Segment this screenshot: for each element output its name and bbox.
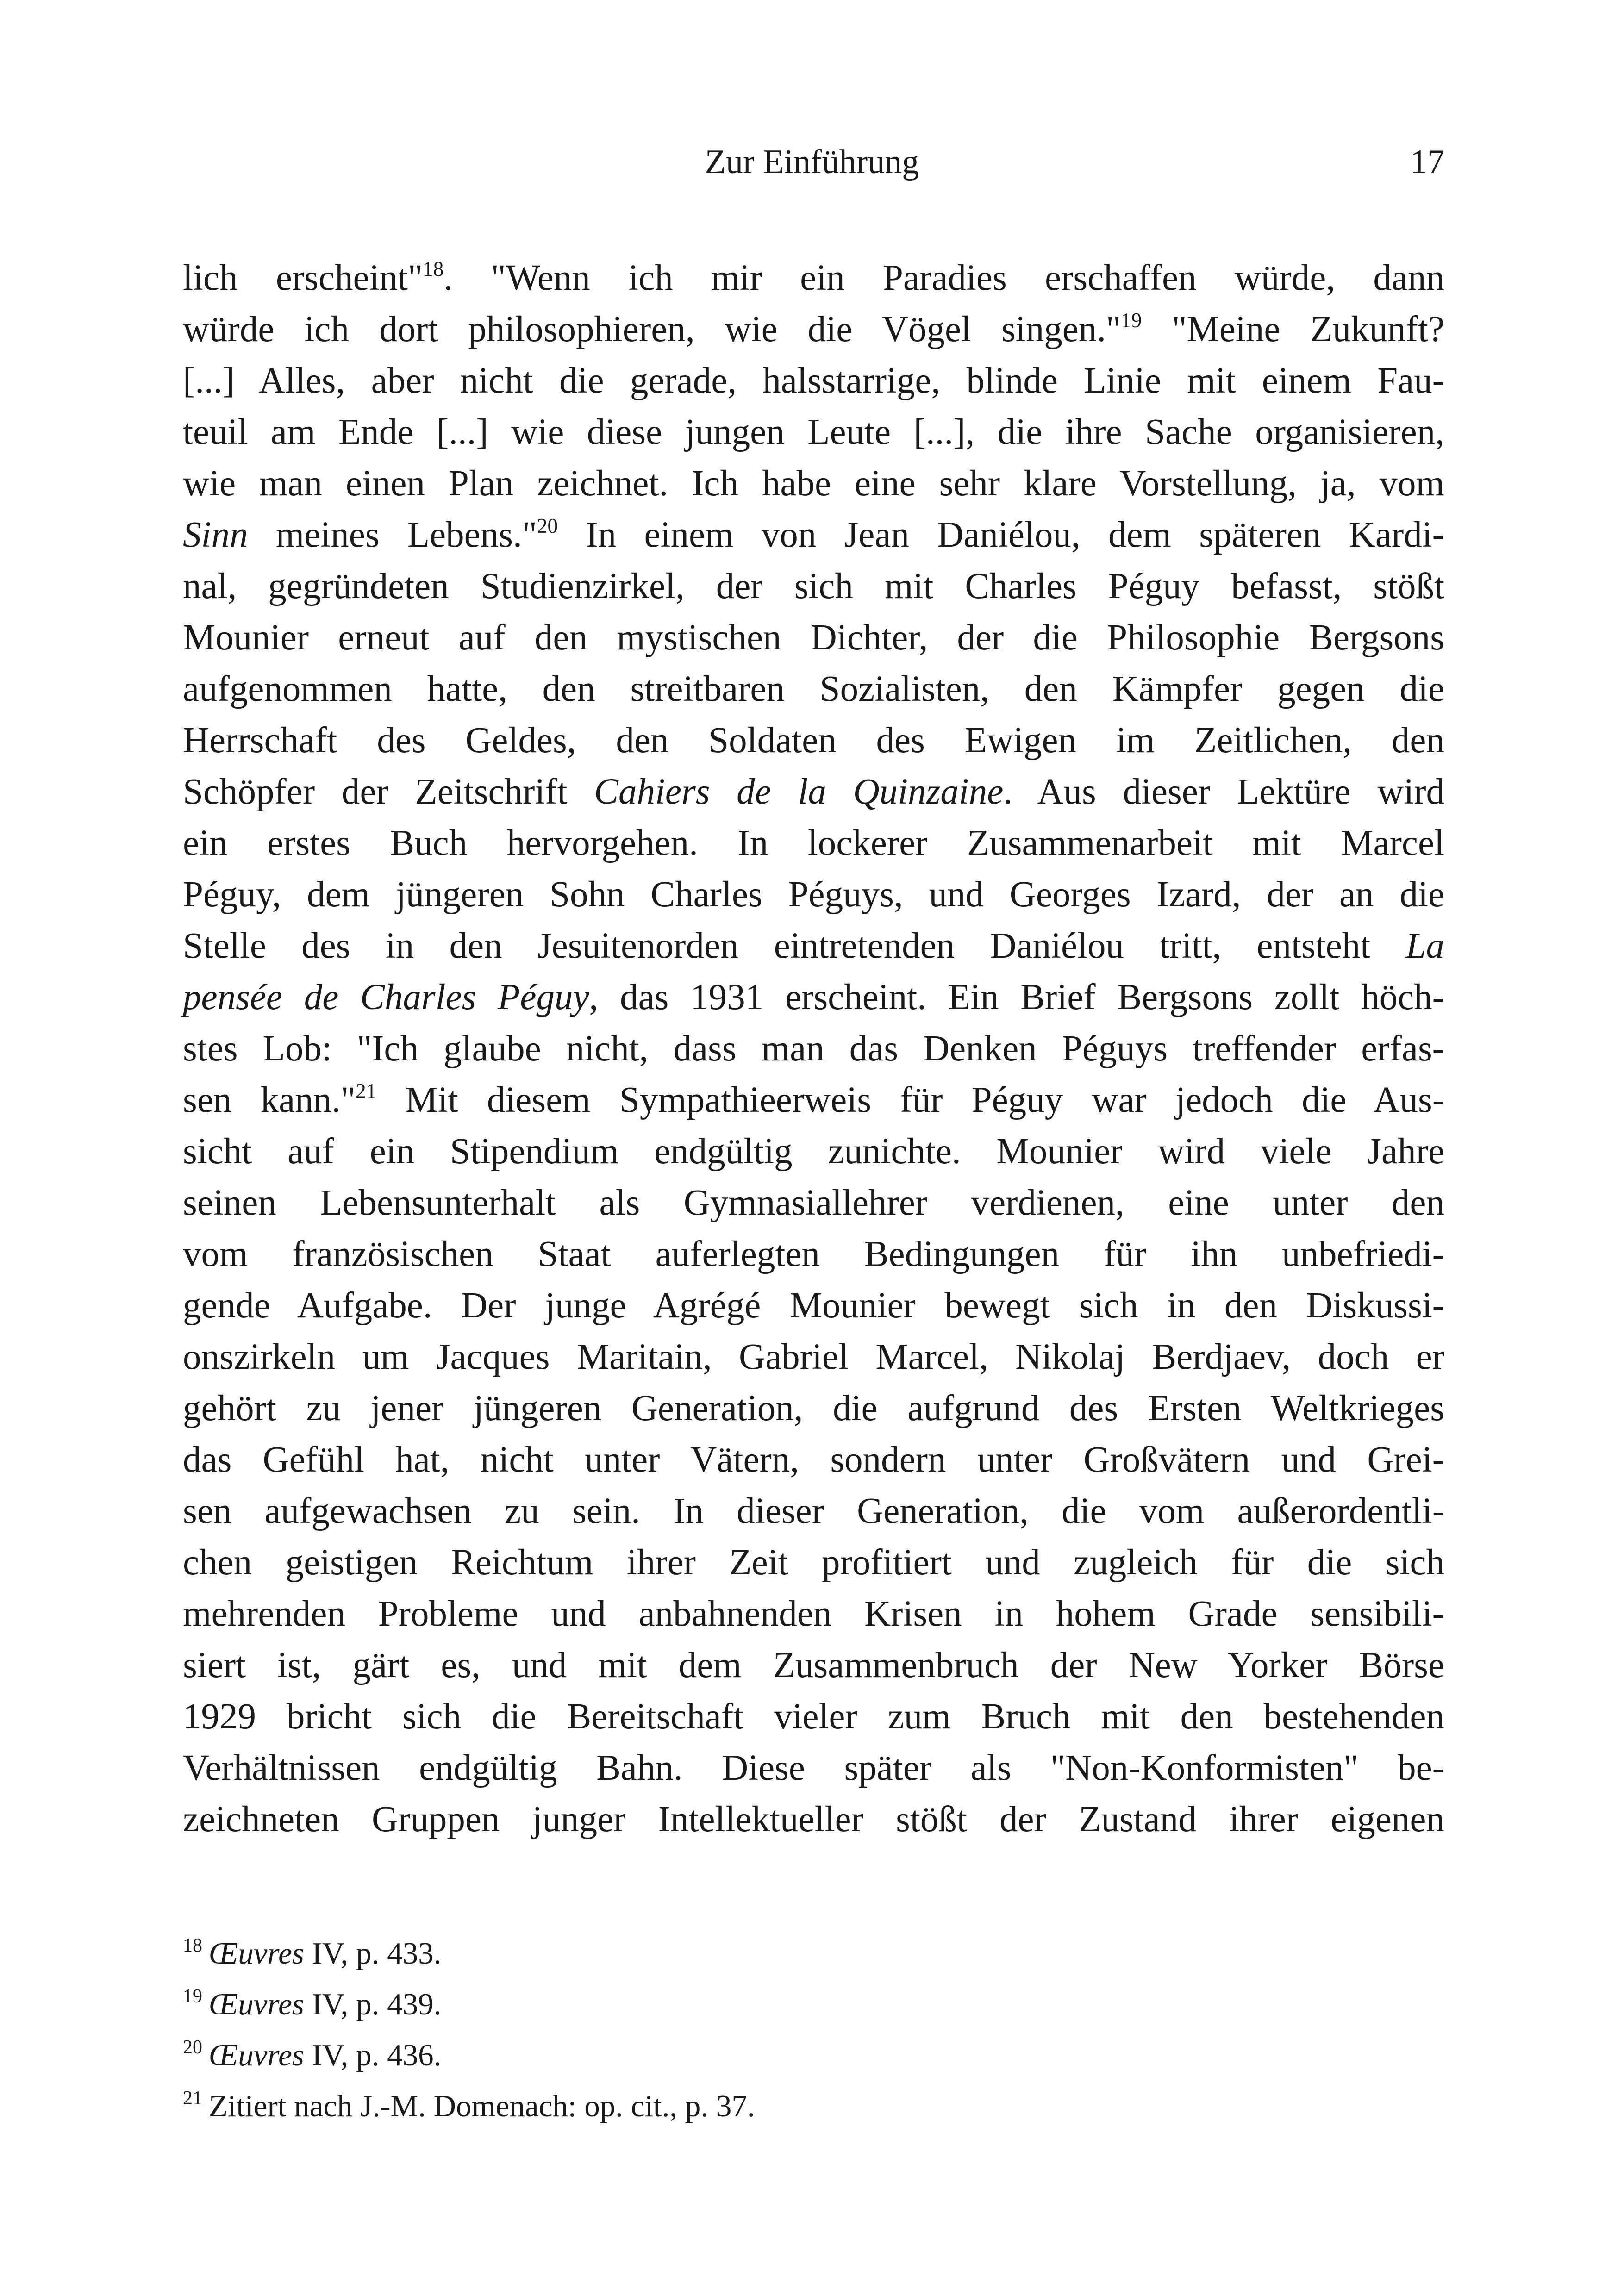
text-run: seinen Lebensunterhalt als Gymnasiallehrer verdienen, eine unter den [183,1183,1444,1223]
text-line [183,458,1444,509]
footnote-reference: 20 [537,514,558,537]
text-line [183,1691,1444,1742]
text-line [183,1588,1444,1640]
text-line [183,1537,1444,1588]
text-run: sen kann." [183,1080,356,1120]
text-run: In einem von Jean Daniélou, dem späteren Kardi- [558,515,1444,555]
footnote-item [183,1928,1444,1979]
text-run: Mit diesem Sympathieerweis für Péguy war jedoch die Aus- [376,1080,1445,1120]
text-line [183,561,1444,612]
text-line [183,1485,1444,1537]
italic-text: Œuvres [209,1987,304,2021]
italic-text: Sinn [183,515,248,555]
text-run: onszirkeln um Jacques Maritain, Gabriel Marcel, Nikolaj Berdjaev, doch er [183,1337,1444,1377]
text-line [183,766,1444,817]
italic-text: pensée de Charles Péguy [183,977,589,1017]
italic-text: Œuvres [209,1936,304,1971]
text-line [183,1229,1444,1280]
page-header [0,0,1624,194]
text-run: . "Wenn ich mir ein Paradies erschaffen würde, dann [443,258,1444,298]
footnote-reference: 18 [423,257,444,281]
text-line [183,1177,1444,1229]
text-line [183,1742,1444,1794]
body-text [183,252,1444,1845]
text-line [183,1280,1444,1331]
footnote-number: 20 [183,2037,202,2058]
text-run: 1929 bricht sich die Bereitschaft vieler zum Bruch mit den bestehenden [183,1696,1444,1737]
text-line [183,920,1444,972]
text-run: mehrenden Probleme und anbahnenden Krisen in hohem Grade sensibili- [183,1594,1444,1634]
text-run: , das 1931 erscheint. Ein Brief Bergsons zollt höch- [589,977,1444,1017]
footnote-item [183,2081,1444,2132]
text-run: zeichneten Gruppen junger Intellektueller stößt der Zustand ihrer eigenen [183,1799,1444,1840]
text-line [183,1383,1444,1434]
text-run: [...] Alles, aber nicht die gerade, halsstarrige, blinde Linie mit einem Fau- [183,361,1444,401]
text-line [183,972,1444,1023]
italic-text: Œuvres [209,2038,304,2072]
text-run: stes Lob: "Ich glaube nicht, dass man das Denken Péguys treffender erfas- [183,1029,1444,1069]
footnote-item [183,1979,1444,2030]
footnote-number: 19 [183,1986,202,2007]
footnote-reference: 19 [1121,309,1142,332]
page-number: 17 [1410,143,1444,181]
text-run: Mounier erneut auf den mystischen Dichter, der die Philosophie Bergsons [183,617,1444,658]
text-run: Péguy, dem jüngeren Sohn Charles Péguys, und Georges Izard, der an die [183,874,1444,915]
italic-text: La [1405,926,1444,966]
text-run: aufgenommen hatte, den streitbaren Sozialisten, den Kämpfer gegen die [183,669,1444,709]
text-line [183,252,1444,304]
text-run: "Meine Zukunft? [1142,309,1445,349]
text-run: nal, gegründeten Studienzirkel, der sich mit Charles Péguy befasst, stößt [183,566,1444,606]
italic-text: Cahiers de la Quinzaine [594,772,1004,812]
text-run: teuil am Ende [...] wie diese jungen Leute [...], die ihre Sache organisieren, [183,412,1444,452]
text-run: siert ist, gärt es, und mit dem Zusammenbruch der New Yorker Börse [183,1645,1444,1685]
text-line [183,817,1444,869]
text-run: sen aufgewachsen zu sein. In dieser Generation, die vom außerordentli- [183,1491,1444,1531]
text-run: Schöpfer der Zeitschrift [183,772,594,812]
text-run: vom französischen Staat auferlegten Bedingungen für ihn unbefriedi- [183,1234,1444,1274]
text-run: gehört zu jener jüngeren Generation, die aufgrund des Ersten Weltkrieges [183,1388,1444,1428]
text-line [183,612,1444,663]
text-run: wie man einen Plan zeichnet. Ich habe eine sehr klare Vorstellung, ja, vom [183,463,1444,504]
text-run: IV, p. 433. [304,1936,442,1971]
text-line [183,406,1444,458]
text-line [183,1126,1444,1177]
text-run: Stelle des in den Jesuitenorden eintretenden Daniélou tritt, entsteht [183,926,1406,966]
footnote-number: 21 [183,2088,202,2109]
text-run: sicht auf ein Stipendium endgültig zunichte. Mounier wird viele Jahre [183,1131,1444,1172]
text-run: Verhältnissen endgültig Bahn. Diese später als "Non-Konformisten" be- [183,1748,1444,1788]
text-line [183,1074,1444,1126]
footnote-item [183,2030,1444,2081]
text-run: Herrschaft des Geldes, den Soldaten des Ewigen im Zeitlichen, den [183,720,1444,761]
text-line [183,304,1444,355]
text-run: gende Aufgabe. Der junge Agrégé Mounier bewegt sich in den Diskussi- [183,1285,1444,1326]
text-run: würde ich dort philosophieren, wie die Vögel singen." [183,309,1121,349]
text-run: lich erscheint" [183,258,423,298]
text-line [183,1023,1444,1074]
text-run: meines Lebens." [248,515,537,555]
text-run: . Aus dieser Lektüre wird [1003,772,1445,812]
footnotes [183,1928,1444,2132]
footnote-reference: 21 [356,1079,377,1103]
text-line [183,1640,1444,1691]
text-run: chen geistigen Reichtum ihrer Zeit profitiert und zugleich für die sich [183,1542,1444,1583]
text-line [183,869,1444,920]
footnote-number: 18 [183,1935,202,1956]
text-run: Zitiert nach J.-M. Domenach: op. cit., p. 37. [209,2089,755,2123]
text-line [183,715,1444,766]
text-run: das Gefühl hat, nicht unter Vätern, sondern unter Großvätern und Grei- [183,1440,1444,1480]
text-run: IV, p. 439. [304,1987,442,2021]
text-line [183,509,1444,561]
text-line [183,663,1444,715]
text-run: IV, p. 436. [304,2038,442,2072]
running-title: Zur Einführung [705,143,919,181]
text-line [183,1794,1444,1845]
text-line [183,355,1444,406]
text-line [183,1434,1444,1485]
text-run: ein erstes Buch hervorgehen. In lockerer Zusammenarbeit mit Marcel [183,823,1444,863]
text-line [183,1331,1444,1383]
